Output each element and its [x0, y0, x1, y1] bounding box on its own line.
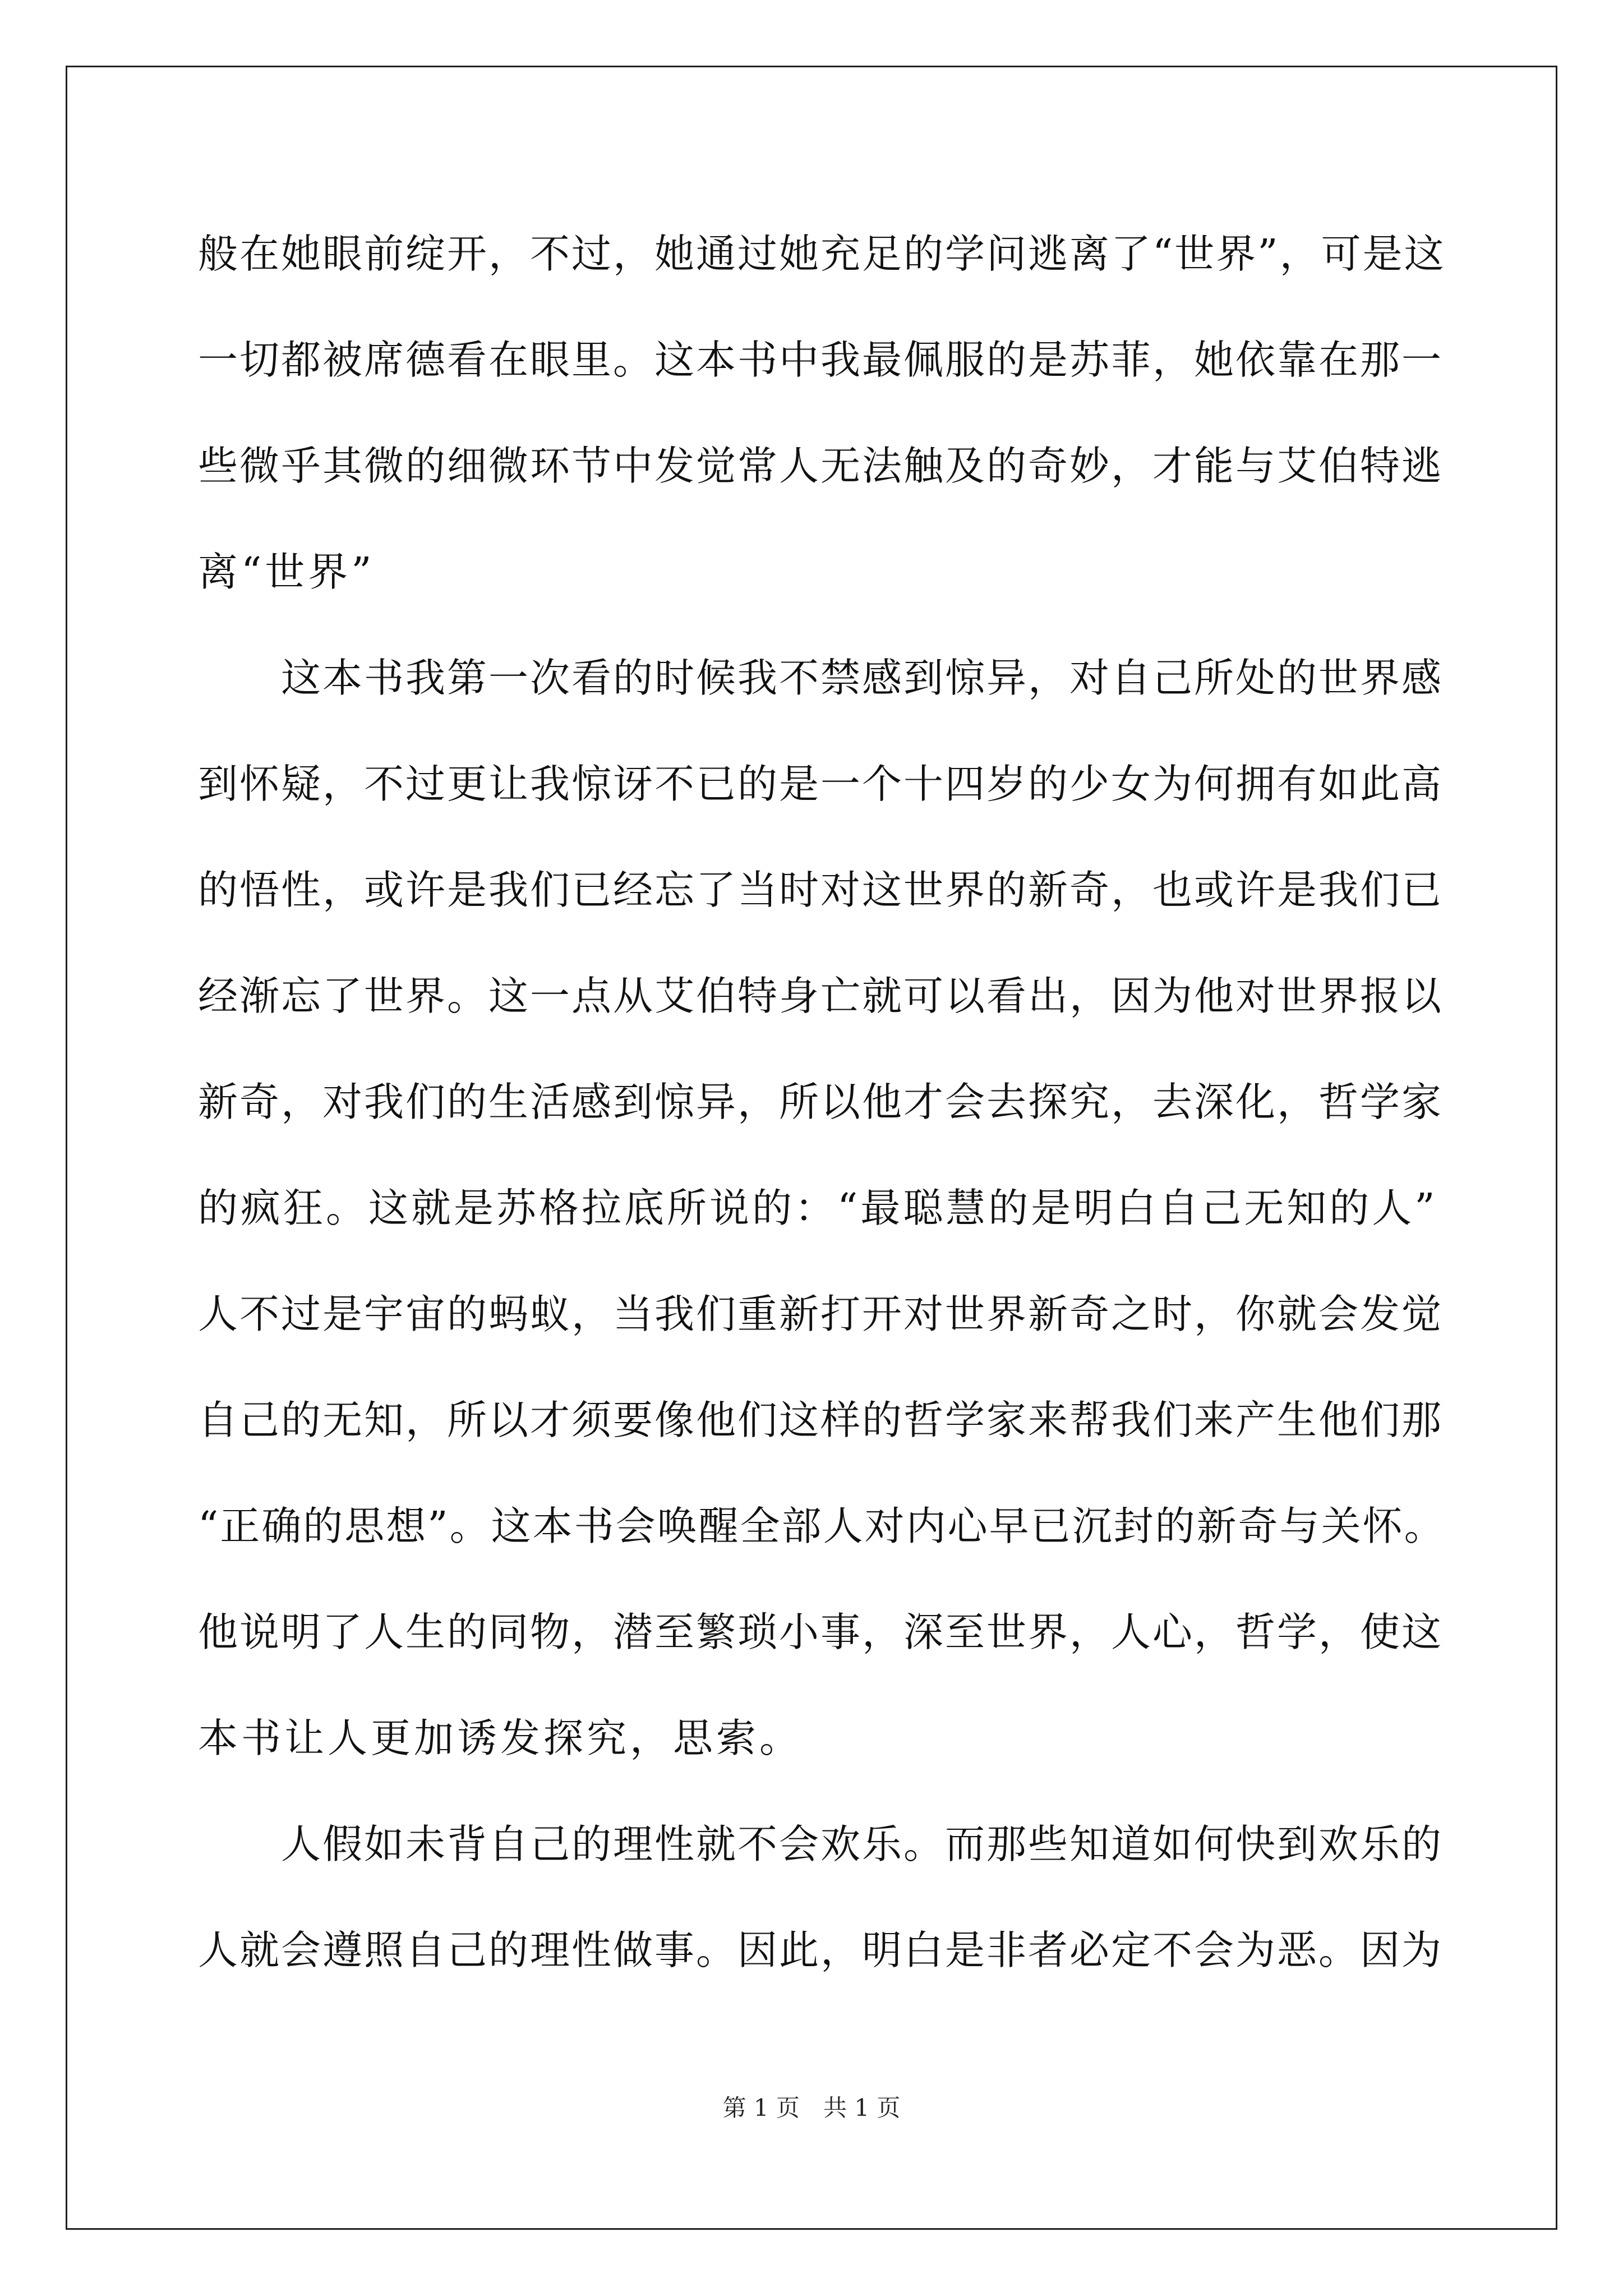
text-line: 本书让人更加诱发探究，思索。 — [198, 1715, 803, 1761]
text-line: 般在她眼前绽开，不过，她通过她充足的学问逃离了“世界”，可是这 — [198, 231, 1446, 277]
text-line: 人假如未背自己的理性就不会欢乐。而那些知道如何快到欢乐的 — [198, 1821, 1444, 1867]
text-line: 这本书我第一次看的时候我不禁感到惊异，对自己所处的世界感 — [198, 655, 1444, 701]
text-line: 到怀疑，不过更让我惊讶不已的是一个十四岁的少女为何拥有如此高 — [198, 761, 1444, 807]
text-line: 新奇，对我们的生活感到惊异，所以他才会去探究，去深化，哲学家 — [198, 1079, 1444, 1125]
text-line: 人就会遵照自己的理性做事。因此，明白是非者必定不会为恶。因为 — [198, 1927, 1444, 1973]
text-line: 离“世界” — [198, 549, 375, 595]
text-line: 人不过是宇宙的蚂蚁，当我们重新打开对世界新奇之时，你就会发觉 — [198, 1291, 1444, 1337]
text-line: 些微乎其微的细微环节中发觉常人无法触及的奇妙，才能与艾伯特逃 — [198, 443, 1444, 489]
page-border — [66, 66, 1557, 2230]
text-line: 自己的无知，所以才须要像他们这样的哲学家来帮我们来产生他们那 — [198, 1397, 1444, 1443]
text-line: 的疯狂。这就是苏格拉底所说的：“最聪慧的是明白自己无知的人” — [198, 1185, 1438, 1231]
text-line: 他说明了人生的同物，潜至繁琐小事，深至世界，人心，哲学，使这 — [198, 1609, 1444, 1655]
page-number-footer: 第 1 页 共 1 页 — [722, 2094, 901, 2122]
text-line: “正确的思想”。这本书会唤醒全部人对内心早已沉封的新奇与关怀。 — [198, 1503, 1446, 1549]
text-line: 经渐忘了世界。这一点从艾伯特身亡就可以看出，因为他对世界报以 — [198, 973, 1444, 1019]
text-line: 一切都被席德看在眼里。这本书中我最佩服的是苏菲，她依靠在那一 — [198, 337, 1444, 383]
text-line: 的悟性，或许是我们已经忘了当时对这世界的新奇，也或许是我们已 — [198, 867, 1444, 913]
